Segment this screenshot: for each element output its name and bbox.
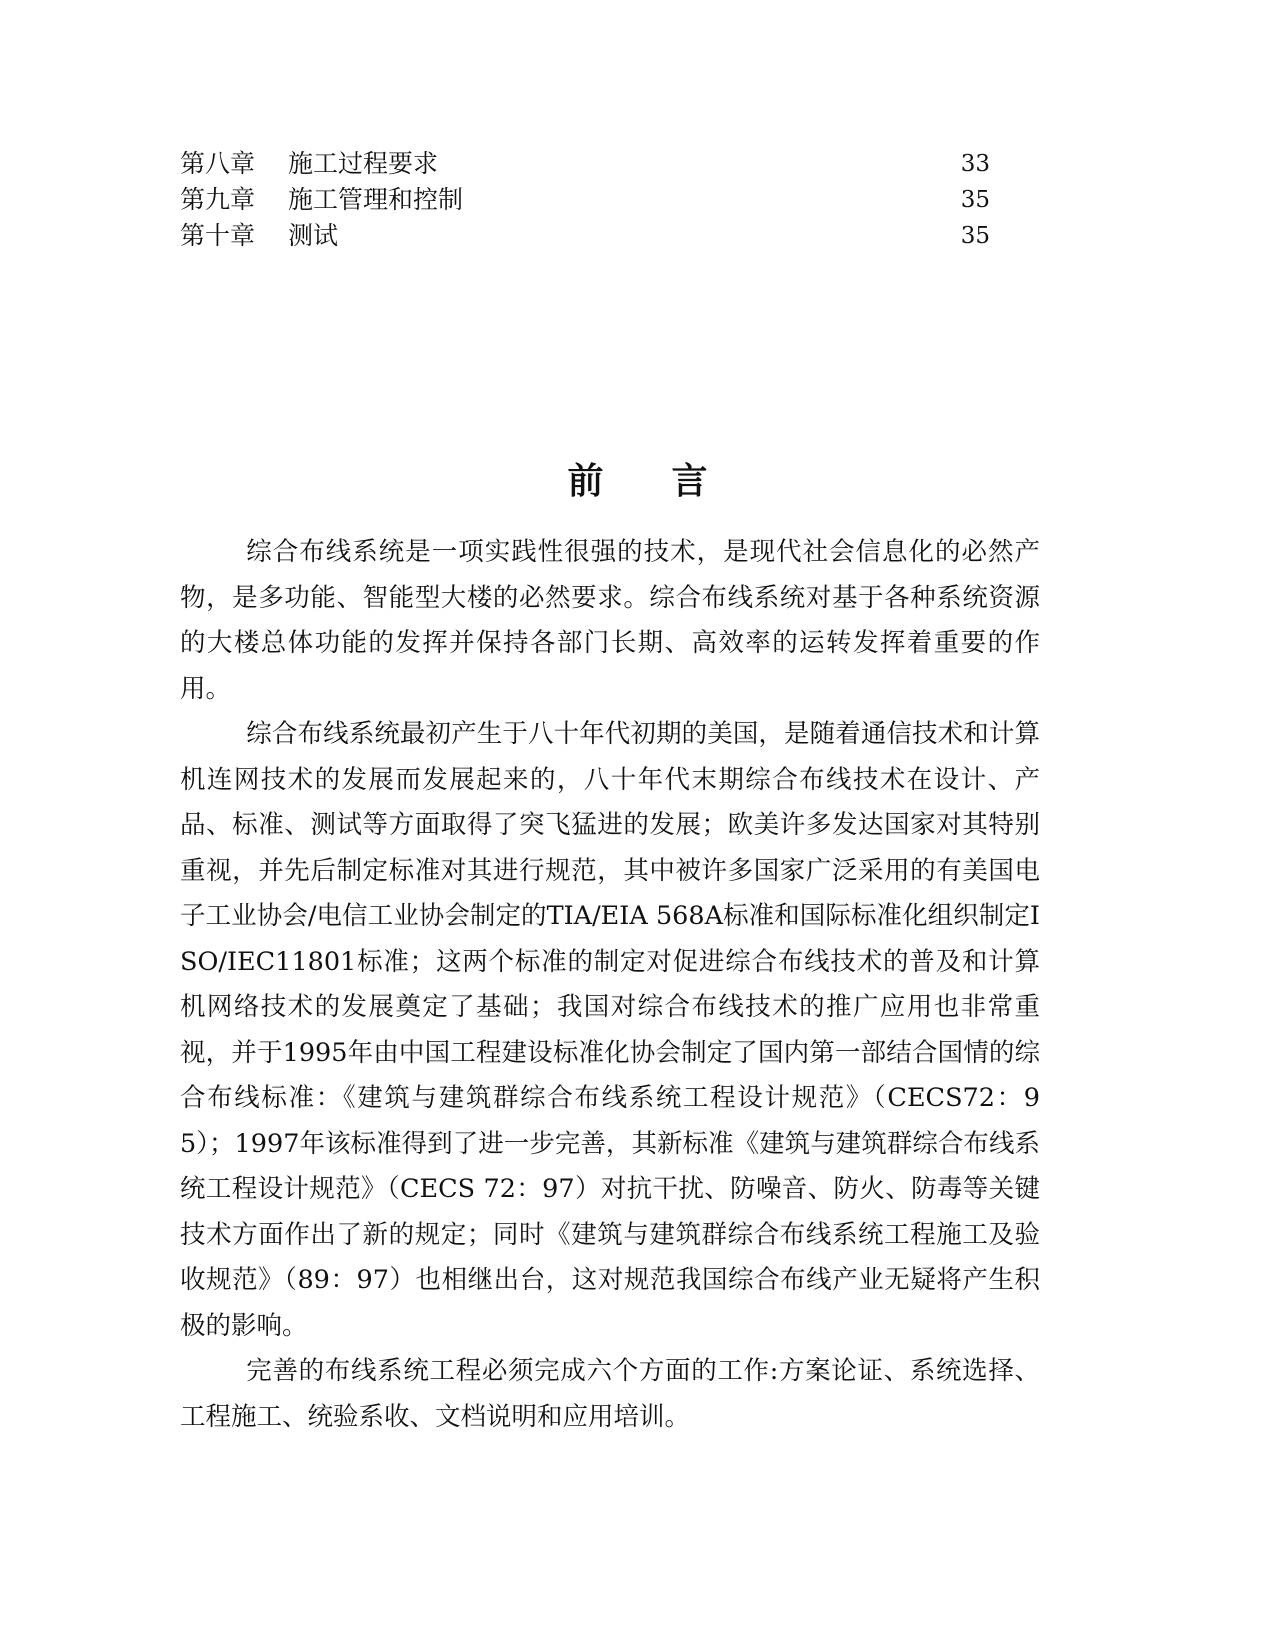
preface-paragraph-1: 综合布线系统是一项实践性很强的技术，是现代社会信息化的必然产物，是多功能、智能型大楼的必然要求。综合布线系统对基于各种系统资源的大楼总体功能的发挥并保持各部门长期、高效率的运转发挥着重要的作用。	[180, 537, 1040, 704]
toc-chapter-title: 测试	[288, 221, 339, 250]
toc-chapter-number: 第十章	[180, 221, 256, 250]
preface-body	[180, 530, 1040, 1440]
toc-chapter-title: 施工管理和控制	[288, 185, 464, 214]
toc-page-number: 33	[960, 151, 990, 177]
toc-entry-chapter-10	[180, 218, 990, 254]
table-of-contents	[180, 146, 990, 254]
toc-chapter-number: 第八章	[180, 149, 256, 178]
toc-page-number: 35	[960, 187, 990, 213]
preface-paragraph-3: 完善的布线系统工程必须完成六个方面的工作:方案论证、系统选择、工程施工、统验系收、文档说明和应用培训。	[180, 1356, 1040, 1432]
toc-entry-chapter-9	[180, 182, 990, 218]
toc-page-number: 35	[960, 223, 990, 249]
toc-chapter-title: 施工过程要求	[288, 149, 439, 178]
preface-heading: 前言	[567, 461, 776, 503]
toc-chapter-number: 第九章	[180, 185, 256, 214]
preface-paragraph-2: 综合布线系统最初产生于八十年代初期的美国，是随着通信技术和计算机连网技术的发展而发展起来的，八十年代末期综合布线技术在设计、产品、标准、测试等方面取得了突飞猛进的发展；欧美许多发达国家对其特别重视，并先后制定标准对其进行规范，其中被许多国家广泛采用的有美国电子工业协会/电信工业协会制定的TIA/EIA 568A标准和国际标准化组织制定ISO/IEC11801标准；这两个标准的制定对促进综合布线技术的普及和计算机网络技术的发展奠定了基础；我国对综合布线技术的推广应用也非常重视，并于1995年由中国工程建设标准化协会制定了国内第一部结合国情的综合布线标准：《建筑与建筑群综合布线系统工程设计规范》（CECS72：95）；1997年该标准得到了进一步完善，其新标准《建筑与建筑群综合布线系统工程设计规范》（CECS 72：97）对抗干扰、防噪音、防火、防毒等关键技术方面作出了新的规定；同时《建筑与建筑群综合布线系统工程施工及验收规范》（89：97）也相继出台，这对规范我国综合布线产业无疑将产生积极的影响。	[180, 719, 1040, 1341]
toc-entry-chapter-8	[180, 146, 990, 182]
